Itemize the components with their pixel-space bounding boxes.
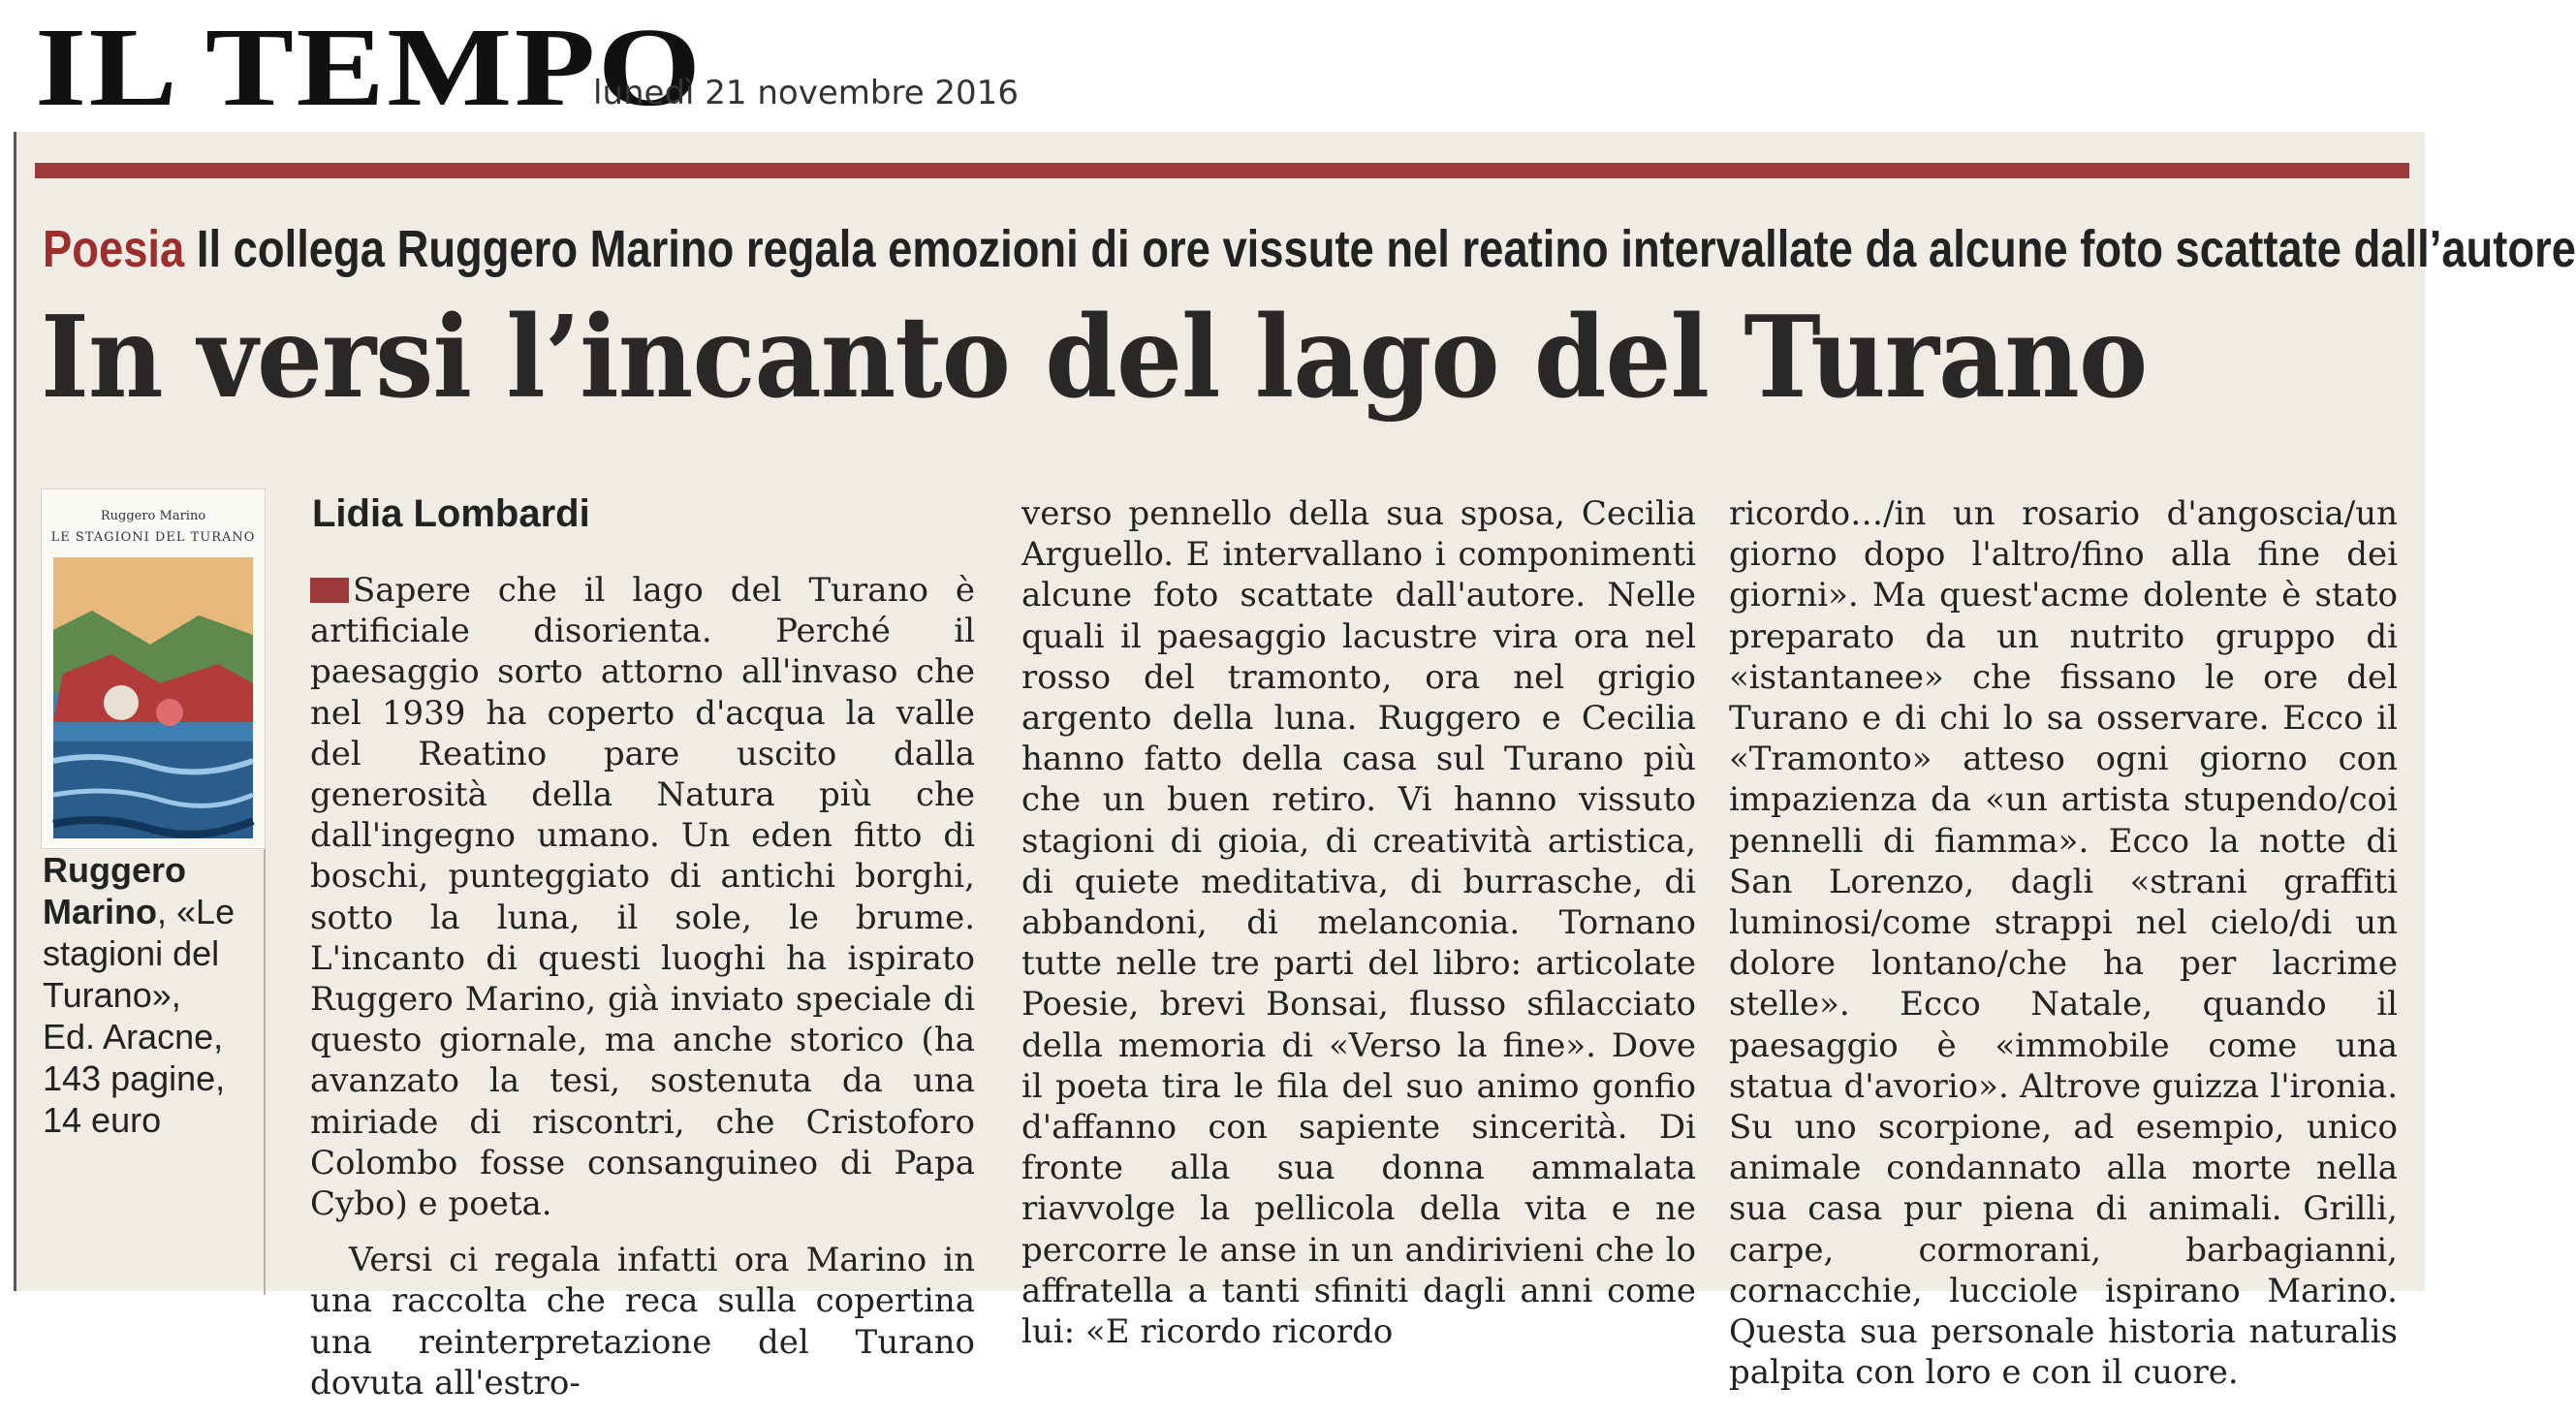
kicker: Poesia: [43, 220, 185, 278]
book-cover-painting: [53, 557, 253, 838]
masthead-title: IL TEMPO: [35, 6, 704, 130]
lead-square: [310, 578, 349, 603]
paragraph-text: Sapere che il lago del Turano è artificiale disorienta. Perché il paesaggio sorto attorno all'invaso che nel 1939 ha coperto d'acqua la valle del Reatino pare uscito dalla generosità della Natura più che dall'ingegno umano. Un eden fitto di boschi, punteggiato di antichi borghi, sotto la luna, il sole, le brume. L'incanto di questi luoghi ha ispirato Ruggero Marino, già inviato speciale di questo giornale, ma anche storico (ha avanzato la tesi, sostenuta da una miriade di riscontri, che Cristoforo Colombo fosse consanguineo di Papa Cybo) e poeta.: [310, 571, 975, 1224]
book-caption: [43, 849, 236, 1141]
paragraph: [310, 570, 975, 1224]
paragraph: Versi ci regala infatti ora Marino in una raccolta che reca sulla copertina una reinterpretazione del Turano dovuta all'estro-: [310, 1241, 975, 1403]
publication-date: lunedì 21 novembre 2016: [593, 74, 1019, 112]
byline: Lidia Lombardi: [312, 492, 590, 535]
clipping-edge: [14, 132, 16, 1291]
book-caption-author: Ruggero Marino: [43, 850, 186, 931]
kicker-line: [43, 219, 2576, 279]
article-column-1: [310, 570, 975, 1419]
article-column-3: [1729, 493, 2398, 1408]
newspaper-clipping: [14, 132, 2576, 1403]
book-cover-title: LE STAGIONI DEL TURANO: [50, 530, 256, 545]
paragraph: verso pennello della sua sposa, Cecilia Arguello. E intervallano i componimenti alcune foto scattate dall'autore. Nelle quali il paesaggio lacustre vira ora nel rosso del tramonto, ora nel grigio argento della luna. Ruggero e Cecilia hanno fatto della casa sul Turano più che un buen retiro. Vi hanno vissuto stagioni di gioia, di creatività artistica, di quiete meditativa, di burrasche, di abbandoni, di melanconia. Tornano tutte nelle tre parti del libro: articolate Poesie, brevi Bonsai, flusso sfilacciato della memoria di «Verso la fine». Dove il poeta tira le fila del suo animo gonfio d'affanno con sapiente sincerità. Di fronte alla sua donna ammalata riavvolge la pellicola della vita e ne percorre le anse in un andirivieni che lo affratella a tanti sfiniti dagli anni come lui: «E ricordo ricordo: [1021, 494, 1696, 1352]
book-cover-author: Ruggero Marino: [100, 509, 206, 523]
top-rule: [35, 163, 2409, 178]
book-caption-details: , «Le stagioni del Turano», Ed. Aracne, 143 pagine, 14 euro: [43, 892, 236, 1140]
subtitle: Il collega Ruggero Marino regala emozioni di ore vissute nel reatino intervallate da alcune foto scattate dall’autore: [196, 220, 2576, 278]
book-cover: [41, 489, 266, 849]
paragraph: ricordo…/in un rosario d'angoscia/un giorno dopo l'altro/fino alla fine dei giorni». Ma quest'acme dolente è stato preparato da un nutrito gruppo di «istantanee» che fissano le ore del Turano e di chi lo sa osservare. Ecco il «Tramonto» atteso ogni giorno con impazienza da «un artista stupendo/coi pennelli di fiamma». Ecco la notte di San Lorenzo, dagli «strani graffiti luminosi/come strappi nel cielo/di un dolore lontano/che ha per lacrime stelle». Ecco Natale, quando il paesaggio è «immobile come una statua d'avorio». Altrove guizza l'ironia. Su uno scorpione, ad esempio, unico animale condannato alla morte nella sua casa pur piena di animali. Grilli, carpe, cormorani, barbagianni, cornacchie, lucciole ispirano Marino. Questa sua personale historia naturalis palpita con loro e con il cuore.: [1729, 494, 2398, 1393]
article-column-2: [1021, 493, 1696, 1368]
headline: In versi l’incanto del lago del Turano: [41, 292, 2148, 424]
